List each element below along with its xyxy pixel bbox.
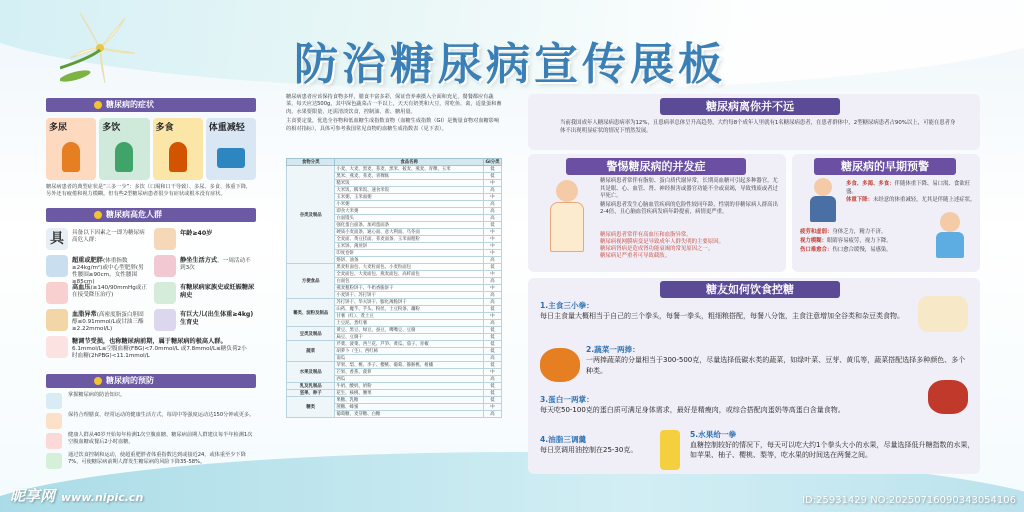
gi-cell: 低 <box>484 383 502 390</box>
food-name-cell: 土豆泥、煮红薯 <box>335 320 484 327</box>
category-cell: 薯类、淀粉及制品 <box>287 299 335 327</box>
food-name-cell: 印度卷饼 <box>335 250 484 257</box>
list-item: 糖尿病足严重者可导致截肢。 <box>600 253 671 259</box>
prevention-item: 健康人群从40岁开始每年检测1次空腹血糖，糖尿病前期人群建议每半年检测1次空腹血糖或餐后2小时血糖。 <box>46 432 256 452</box>
category-cell: 蔬菜 <box>287 341 335 362</box>
gi-cell: 高 <box>484 411 502 418</box>
lily-flower-icon <box>60 8 140 88</box>
table-row <box>287 362 502 369</box>
food-name-cell: 玉米粥、玉米面粥 <box>335 194 484 201</box>
book-icon <box>46 393 62 409</box>
dna-icon <box>154 282 176 304</box>
warning-list-a <box>846 180 976 204</box>
head-icon <box>940 212 960 232</box>
eating-person-icon <box>169 142 187 172</box>
food-name-cell: 白面馒头 <box>335 215 484 222</box>
column-header: 食品名称 <box>335 159 484 166</box>
food-name-cell: 芒果、香蕉、菠萝 <box>335 369 484 376</box>
food-name-cell: 小麦饼干、苏打饼干 <box>335 292 484 299</box>
food-name-cell: 白面包 <box>335 278 484 285</box>
symptom-polydipsia: 多饮 <box>99 118 149 180</box>
gi-cell: 低 <box>484 390 502 397</box>
food-name-cell: 燕麦粗粉饼干、牛奶香脆饼干 <box>335 285 484 292</box>
food-name-cell: 西瓜 <box>335 376 484 383</box>
gi-cell: 低 <box>484 222 502 229</box>
drinking-person-icon <box>115 142 133 172</box>
elder-icon <box>154 228 176 250</box>
table-row <box>287 341 502 348</box>
obesity-icon <box>46 255 68 277</box>
running-icon <box>46 413 62 429</box>
diet-item-oil: 4.油脂三调羹 每日烹调用油控制在25-30克。 <box>540 435 638 454</box>
list-item: 糖尿病肾病是造成肾功能衰竭的常见原因之一。 <box>600 246 714 252</box>
table-row <box>287 390 502 397</box>
gi-cell: 中 <box>484 313 502 320</box>
category-cell: 方便食品 <box>287 264 335 299</box>
head-icon <box>814 178 832 196</box>
food-name-cell: 硬质小麦面条、通心面、意大利面、乌冬面 <box>335 229 484 236</box>
column-header: GI分类 <box>485 160 500 165</box>
risk-groups <box>46 228 256 368</box>
list-item: 多食、多渴、多食：伴随体重下降、易口渴、食欲旺盛。 <box>846 181 971 195</box>
gi-cell: 高 <box>484 278 502 285</box>
food-name-cell: 葡萄糖、麦芽糖、白糖 <box>335 411 484 418</box>
warning-title: 糖尿病的早期预警 <box>814 158 956 175</box>
vegetables-icon <box>540 348 580 382</box>
risk-header: 糖尿病高危人群 <box>46 208 256 222</box>
food-name-cell: 花生、核桃、腰果 <box>335 390 484 397</box>
food-name-cell: 山药、魔芋、芋头、粉丝、土豆粉条、藕粉 <box>335 306 484 313</box>
table-row <box>287 397 502 404</box>
risk-item: 超重或肥胖(体重指数≥24kg/m²)或中心型肥胖(男性腰围≥90cm，女性腰围≥85cm) <box>46 255 148 277</box>
symptom-polyuria: 多尿 <box>46 118 96 180</box>
symptom-weight-loss: 体重减轻 <box>206 118 256 180</box>
blood-test-icon <box>46 433 62 449</box>
body-icon <box>550 202 584 252</box>
not-far-text: 当前我国成年人糖尿病患病率为12%，且患病率总体呈升高趋势，大约每8个成年人里就有1名糖尿病患者，在患者群体中，2型糖尿病患者占90%以上，可能在患者身体不出现明显症状的情况下悄然发展。 <box>560 120 956 134</box>
food-name-cell: 牛奶、酸奶、奶粉 <box>335 383 484 390</box>
diet-item-staple: 1.主食三小拳： 每日主食量大概相当于自己的三个拳头，每餐一拳头，粗细粮搭配，每餐八分饱，主食注意增加全谷类和杂豆类食物。 <box>540 301 904 320</box>
gi-cell: 低 <box>484 362 502 369</box>
gi-cell: 中 <box>484 285 502 292</box>
gi-cell: 高 <box>484 187 502 194</box>
watermark-id: ID:25931429 NO:20250716090343054106 <box>802 495 1016 506</box>
gi-cell: 中 <box>484 243 502 250</box>
head-icon <box>556 180 578 202</box>
body-icon <box>936 232 964 258</box>
diet-title: 糖友如何饮食控糖 <box>660 281 840 298</box>
table-row <box>287 327 502 334</box>
food-name-cell: 全麦面包、大麦面包、燕麦面包、高纤面包 <box>335 271 484 278</box>
gi-cell: 高 <box>484 320 502 327</box>
table-row <box>287 264 502 271</box>
category-cell: 糖类 <box>287 397 335 418</box>
gi-cell: 高 <box>484 215 502 222</box>
symptom-polyphagia: 多食 <box>153 118 203 180</box>
food-name-cell: 玉米饼、薄煎饼 <box>335 243 484 250</box>
diet-item-protein: 3.蛋白一两掌： 每天吃50-100克的蛋白质可满足身体需求，最好是精瘦肉，或综合搭配肉蛋奶等高蛋白含量食物。 <box>540 395 845 414</box>
bullet-dot-icon <box>94 377 102 385</box>
gi-cell: 高 <box>484 292 502 299</box>
gi-cell: 中 <box>484 271 502 278</box>
food-name-cell: 黄豆、黑豆、绿豆、蚕豆、鹰嘴豆、豆腐 <box>335 327 484 334</box>
list-item: 伤口难愈合：伤口愈合缓慢，易感染。 <box>800 247 892 253</box>
watermark-logo: 昵享网 www.nipic.cn <box>10 487 144 505</box>
gi-food-table <box>286 158 502 418</box>
prevention-item: 保持合理膳食、经常运动的健康生活方式，每周中等强度运动达150分钟或更多。 <box>46 412 256 432</box>
glucose-meter-icon <box>46 336 68 358</box>
rice-bowl-icon <box>918 296 968 332</box>
food-name-cell: 苹果、梨、桃、李子、樱桃、葡萄、猕猴桃、柑橘 <box>335 362 484 369</box>
doctor-illustration <box>540 180 596 260</box>
gi-cell: 低 <box>484 166 502 173</box>
gi-cell: 中 <box>484 194 502 201</box>
food-name-cell: 胡萝卜（生）、西红柿 <box>335 348 484 355</box>
category-cell: 乳及乳制品 <box>287 383 335 390</box>
blood-pressure-icon <box>46 282 68 304</box>
gi-cell: 高 <box>484 299 502 306</box>
bracket-icon: 具 <box>46 228 68 250</box>
body-icon <box>810 196 836 222</box>
risk-item: 血脂异常(高密度脂蛋白胆固醇≤0.91mmol/L或甘油三酯≥2.22mmol/L) <box>46 309 148 331</box>
food-name-cell: 烙饼、油条 <box>335 257 484 264</box>
not-far-title: 糖尿病离你并不远 <box>660 98 840 115</box>
food-name-cell: 全麦面、黄豆挂面、荞麦面条、玉米面粗粉 <box>335 236 484 243</box>
column-header: 食物分类 <box>287 159 335 166</box>
risk-note: 糖调节受损，也称糖尿病前期，属于糖尿病的极高人群。 6.1mmol/L≤空腹血糖(FBG)<7.0mmol/L 或7.8mmol/L≤糖负荷2小时血糖(2hPBG)<11.1mmol/L <box>46 336 256 358</box>
scale-icon <box>217 148 245 168</box>
person-icon <box>62 142 80 172</box>
category-cell: 豆类及制品 <box>287 327 335 341</box>
healthy-food-icon <box>46 453 62 469</box>
risk-item: 高血压(≥140/90mmHg或正在接受降压治疗) <box>46 282 148 304</box>
food-name-cell: 即食大米粥 <box>335 208 484 215</box>
diet-item-vegetables: 2.蔬菜一两捧： 一两捧蔬菜的分量相当于300-500克，尽量选择低碳水类的蔬菜，如绿叶菜、豆芽、黄瓜等，蔬菜搭配选择多种颜色、多个种类。 <box>586 345 966 375</box>
category-cell: 水果及制品 <box>287 362 335 383</box>
gi-cell: 高 <box>484 355 502 362</box>
sick-man-illustration <box>932 212 968 260</box>
food-name-cell: 甘薯（红）、煮土豆 <box>335 313 484 320</box>
food-name-cell: 蔗糖、蜂蜜 <box>335 404 484 411</box>
symptoms-illustrations <box>46 118 256 180</box>
gi-cell: 低 <box>484 341 502 348</box>
gi-cell: 中 <box>484 369 502 376</box>
gi-cell: 中 <box>484 180 502 187</box>
gi-cell: 高 <box>484 376 502 383</box>
page-title: 防治糖尿病宣传展板 <box>294 39 726 90</box>
complication-text: 糖尿病患者常伴有脂肪、蛋白质代谢异常，长期高血糖可引起多种器官，尤其是眼、心、血管、肾、神经损害或器官功能不全或衰竭，导致残废或者过早死亡。 糖尿病患者发生心脑血管疾病的危险性较同年龄、性别的非糖尿病人群高出2-4倍，且心脑血管疾病发病年龄提前，病情更严重。 <box>600 178 778 216</box>
gi-cell: 低 <box>484 173 502 180</box>
food-name-cell: 苏打饼干、华夫饼干、膨化薄脆饼干 <box>335 299 484 306</box>
complication-title: 警惕糖尿病的并发症 <box>566 158 746 175</box>
food-name-cell: 糙米饭 <box>335 180 484 187</box>
gi-cell: 低 <box>484 334 502 341</box>
food-name-cell: 强化蛋白面条、加鸡蛋面条 <box>335 222 484 229</box>
risk-item: 有巨大儿(出生体重≥4kg)生育史 <box>154 309 256 331</box>
risk-item: 静坐生活方式，一周活动不到3次 <box>154 255 256 277</box>
bullet-dot-icon <box>94 101 102 109</box>
food-name-cell: 黑麦粒面包、大麦粒面包、小麦粒面包 <box>335 264 484 271</box>
list-item: 体重下降：未经意的体重减轻，尤其是伴随上述症状。 <box>846 197 976 203</box>
sofa-icon <box>154 255 176 277</box>
food-name-cell: 果糖、乳糖 <box>335 397 484 404</box>
prevention-header: 糖尿病的预防 <box>46 374 256 388</box>
category-cell: 坚果、种子 <box>287 390 335 397</box>
symptoms-text: 糖尿病患者的典型症状是“三多一少”：多饮（口渴和口干导致）、多尿、多食、体重下降，另外还有疲倦和视力模糊。但有些2型糖尿病患者很少有症状或根本没有症状。 <box>46 184 252 198</box>
category-cell: 谷类及制品 <box>287 166 335 264</box>
risk-item: 年龄≥40岁 <box>154 228 256 250</box>
food-name-cell: 大米饭、糯米饭、速食米饭 <box>335 187 484 194</box>
blood-vessel-icon <box>46 309 68 331</box>
diet-item-fruit: 5.水果给一拳 血糖控制较好的情况下，每天可以吃大约1个拳头大小的水果，尽量选择低升糖指数的水果，如苹果、柚子、樱桃、梨等，吃水果的时间选在两餐之间。 <box>690 430 975 459</box>
food-name-cell: 芹菜、菠菜、西兰花、芦笋、黄瓜、茄子、青椒 <box>335 341 484 348</box>
complication-list <box>600 232 778 260</box>
food-name-cell: 小米粥 <box>335 201 484 208</box>
food-name-cell: 小麦、大麦、黑麦、荞麦、黑米、莜麦、燕麦、青稞、玉米 <box>335 166 484 173</box>
food-name-cell: 黑米、燕麦、荞麦、青稞麸 <box>335 173 484 180</box>
gi-cell: 中 <box>484 229 502 236</box>
prevention-item: 掌握糖尿病的防治知识。 <box>46 392 256 412</box>
gi-cell: 低 <box>484 264 502 271</box>
list-item: 糖尿病患者常伴有高血压和血脂异常。 <box>600 232 692 238</box>
risk-intro: 具 具备以下因素之一即为糖尿病高危人群： <box>46 228 148 250</box>
gi-cell: 高 <box>484 201 502 208</box>
baby-icon <box>154 309 176 331</box>
gi-cell: 低 <box>484 397 502 404</box>
gi-cell: 中 <box>484 250 502 257</box>
table-row <box>287 166 502 173</box>
fruit-basket-icon <box>928 380 968 414</box>
gi-cell: 高 <box>484 208 502 215</box>
prevention-list <box>46 392 256 480</box>
gi-cell: 低 <box>484 348 502 355</box>
table-header-row <box>287 159 502 166</box>
gi-cell: 低 <box>484 327 502 334</box>
food-name-cell: 扁豆、豆腐干 <box>335 334 484 341</box>
oil-bottle-icon <box>660 430 680 470</box>
list-item: 糖尿病视网膜病变是导致成年人群失明的主要原因。 <box>600 239 724 245</box>
gi-cell: 中 <box>484 404 502 411</box>
table-row <box>287 299 502 306</box>
prevention-item: 通过饮食控制和运动，使超重肥胖者体重指数达到或接近24，或体重至少下降7%，可使糖尿病前期人群发生糖尿病的风险下降35-58%。 <box>46 452 256 480</box>
gi-cell: 中 <box>484 236 502 243</box>
man-illustration <box>806 178 840 224</box>
bullet-dot-icon <box>94 211 102 219</box>
warning-list-b <box>800 228 930 255</box>
symptoms-header: 糖尿病的症状 <box>46 98 256 112</box>
gi-cell: 低 <box>484 306 502 313</box>
food-name-cell: 南瓜 <box>335 355 484 362</box>
risk-item: 有糖尿病家族史或妊娠糖尿病史 <box>154 282 256 304</box>
gi-cell: 高 <box>484 257 502 264</box>
diet-intro: 糖尿病患者应该保持食物多样，膳食丰富多彩，保证营养素摄入全面和充足，餐餐都应有蔬菜，每天应达500g，其中深色蔬菜占一半以上，天天有奶类和大豆，常吃鱼、禽，适量蛋和畜肉，水果要限量，还需清淡饮食，控制油、盐、糖用量。 主食要定量，优选全谷物和低血糖生成指数食物（血糖生成指数（GI）是衡量食物对血糖影响的相对指标），具体可参考我国常见食物的血糖生成指数表（见下表）。 <box>286 94 502 132</box>
list-item: 视力模糊：眼睛容易疲劳，视力下降。 <box>800 238 892 244</box>
list-item: 疲劳和虚弱：身体乏力，精力不济。 <box>800 229 887 235</box>
table-row <box>287 383 502 390</box>
